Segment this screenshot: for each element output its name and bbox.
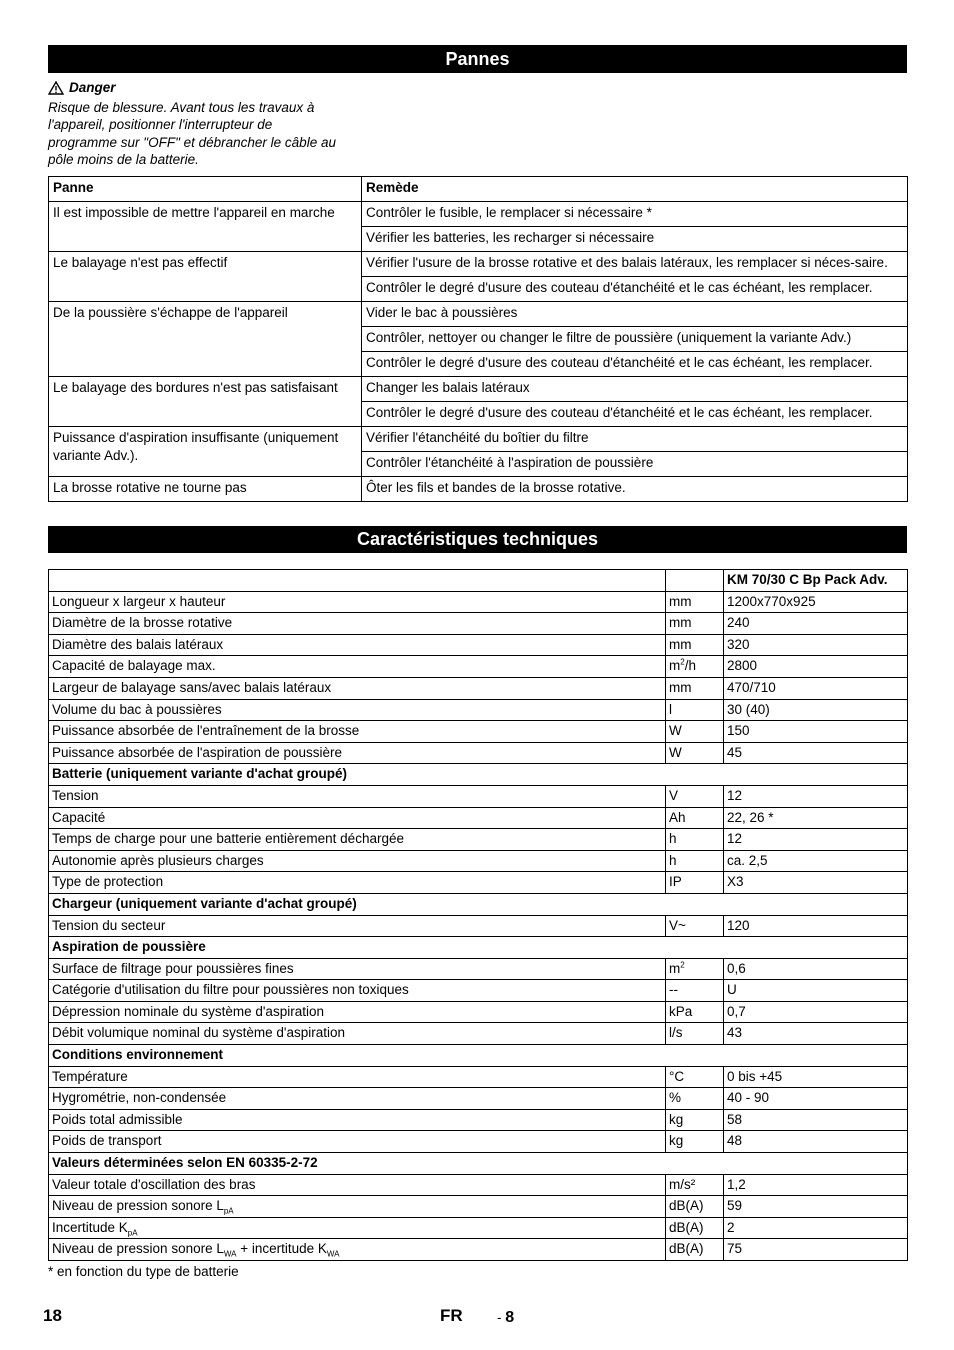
- spec-label: Température: [49, 1066, 666, 1088]
- spec-label: Tension: [49, 785, 666, 807]
- table-row: [49, 807, 908, 829]
- section-heading: Batterie (uniquement variante d'achat groupé): [49, 764, 908, 786]
- spec-label: Poids de transport: [49, 1131, 666, 1153]
- table-row: [49, 1066, 908, 1088]
- table-row: [49, 829, 908, 851]
- table-row: [49, 699, 908, 721]
- section-row: [49, 764, 908, 786]
- remedy-cell: Vérifier les batteries, les recharger si nécessaire: [362, 227, 908, 252]
- spec-label: Type de protection: [49, 872, 666, 894]
- table-row: [49, 980, 908, 1002]
- spec-label: Diamètre de la brosse rotative: [49, 613, 666, 635]
- table-row: [49, 427, 908, 452]
- warning-triangle-icon: [48, 81, 64, 95]
- header-blank: [49, 570, 666, 592]
- spec-unit: $m^2/h$: [666, 656, 724, 678]
- table-row: [49, 958, 908, 980]
- table-row: [49, 634, 908, 656]
- table-row: [49, 721, 908, 743]
- spec-value: 0,7: [724, 1001, 908, 1023]
- spec-unit: m/s²: [666, 1174, 724, 1196]
- spec-unit: mm: [666, 613, 724, 635]
- spec-value: 48: [724, 1131, 908, 1153]
- remedy-cell: Ôter les fils et bandes de la brosse rotative.: [362, 477, 908, 502]
- spec-value: 75: [724, 1239, 908, 1261]
- section-heading: Valeurs déterminées selon EN 60335-2-72: [49, 1153, 908, 1175]
- remedy-cell: Changer les balais latéraux: [362, 377, 908, 402]
- spec-label: Niveau de pression sonore $L_{pA}$: [49, 1196, 666, 1218]
- spec-unit: %: [666, 1088, 724, 1110]
- table-row: [49, 742, 908, 764]
- spec-unit: l: [666, 699, 724, 721]
- table-row: [49, 1239, 908, 1261]
- section-title-pannes: Pannes: [48, 45, 907, 73]
- section-row: [49, 1045, 908, 1067]
- spec-unit: mm: [666, 634, 724, 656]
- remedy-cell: Contrôler l'étanchéité à l'aspiration de poussière: [362, 452, 908, 477]
- spec-unit: kPa: [666, 1001, 724, 1023]
- fault-cell: Le balayage des bordures n'est pas satisfaisant: [49, 377, 362, 427]
- spec-value: U: [724, 980, 908, 1002]
- spec-value: ca. 2,5: [724, 850, 908, 872]
- remedy-cell: Vider le bac à poussières: [362, 302, 908, 327]
- fault-cell: De la poussière s'échappe de l'appareil: [49, 302, 362, 377]
- spec-label: Tension du secteur: [49, 915, 666, 937]
- spec-unit: l/s: [666, 1023, 724, 1045]
- spec-value: 2: [724, 1217, 908, 1239]
- spec-unit: dB(A): [666, 1217, 724, 1239]
- spec-unit: dB(A): [666, 1196, 724, 1218]
- spec-unit: $m^2$: [666, 958, 724, 980]
- spec-value: 1,2: [724, 1174, 908, 1196]
- table-row: [49, 785, 908, 807]
- remedy-cell: Contrôler, nettoyer ou changer le filtre de poussière (uniquement la variante Adv.): [362, 327, 908, 352]
- section-heading: Chargeur (uniquement variante d'achat groupé): [49, 893, 908, 915]
- remedy-cell: Contrôler le degré d'usure des couteau d'étanchéité et le cas échéant, les remplacer.: [362, 402, 908, 427]
- remedy-cell: Contrôler le degré d'usure des couteau d'étanchéité et le cas échéant, les remplacer.: [362, 277, 908, 302]
- table-row: [49, 872, 908, 894]
- remedy-cell: Vérifier l'usure de la brosse rotative et des balais latéraux, les remplacer si néces-saire.: [362, 252, 908, 277]
- spec-label: Hygrométrie, non-condensée: [49, 1088, 666, 1110]
- danger-notice: [48, 79, 338, 169]
- fault-cell: Puissance d'aspiration insuffisante (uniquement variante Adv.).: [49, 427, 362, 477]
- spec-label: Autonomie après plusieurs charges: [49, 850, 666, 872]
- spec-unit: mm: [666, 677, 724, 699]
- spec-value: 58: [724, 1109, 908, 1131]
- spec-unit: Ah: [666, 807, 724, 829]
- table-row: [49, 613, 908, 635]
- spec-value: 22, 26 *: [724, 807, 908, 829]
- spec-value: 59: [724, 1196, 908, 1218]
- spec-label: Diamètre des balais latéraux: [49, 634, 666, 656]
- spec-value: 320: [724, 634, 908, 656]
- language-code: FR: [440, 1306, 463, 1325]
- spec-value: 240: [724, 613, 908, 635]
- table-row: [49, 477, 908, 502]
- spec-label: Incertitude $K_{pA}$: [49, 1217, 666, 1239]
- table-row: [49, 1088, 908, 1110]
- spec-label: Surface de filtrage pour poussières fines: [49, 958, 666, 980]
- spec-value: 470/710: [724, 677, 908, 699]
- spec-label: Valeur totale d'oscillation des bras: [49, 1174, 666, 1196]
- sub-page: - 8: [497, 1309, 515, 1326]
- spec-unit: kg: [666, 1131, 724, 1153]
- spec-value: 30 (40): [724, 699, 908, 721]
- header-panne: Panne: [49, 177, 362, 202]
- section-row: [49, 893, 908, 915]
- table-row: [49, 202, 908, 227]
- spec-unit: dB(A): [666, 1239, 724, 1261]
- table-row: [49, 915, 908, 937]
- spec-unit: W: [666, 742, 724, 764]
- spec-value: 120: [724, 915, 908, 937]
- danger-text: Risque de blessure. Avant tous les travaux à l'appareil, positionner l'interrupteur de programme sur "OFF" et débrancher le câble au pôle moins de la batterie.: [48, 99, 336, 168]
- faults-table: [48, 176, 908, 502]
- spec-label: Débit volumique nominal du système d'aspiration: [49, 1023, 666, 1045]
- table-row: [49, 677, 908, 699]
- section-row: [49, 1153, 908, 1175]
- spec-value: 12: [724, 829, 908, 851]
- footnote: * en fonction du type de batterie: [48, 1264, 239, 1279]
- spec-label: Temps de charge pour une batterie entièrement déchargée: [49, 829, 666, 851]
- spec-value: 45: [724, 742, 908, 764]
- spec-value: 1200x770x925: [724, 591, 908, 613]
- spec-value: 12: [724, 785, 908, 807]
- spec-unit: V~: [666, 915, 724, 937]
- table-row: [49, 1109, 908, 1131]
- spec-value: 40 - 90: [724, 1088, 908, 1110]
- table-row: [49, 656, 908, 678]
- spec-unit: °C: [666, 1066, 724, 1088]
- section-row: [49, 937, 908, 959]
- spec-value: 2800: [724, 656, 908, 678]
- table-row: [49, 302, 908, 327]
- page-number: 18: [43, 1306, 62, 1325]
- table-row: [49, 377, 908, 402]
- specs-table: [48, 569, 908, 1261]
- spec-label: Niveau de pression sonore $L_{WA}$ + incertitude $K_{WA}$: [49, 1239, 666, 1261]
- remedy-cell: Contrôler le degré d'usure des couteau d'étanchéité et le cas échéant, les remplacer.: [362, 352, 908, 377]
- section-title-specs: Caractéristiques techniques: [48, 526, 907, 553]
- spec-label: Puissance absorbée de l'entraînement de la brosse: [49, 721, 666, 743]
- table-row: [49, 1023, 908, 1045]
- spec-value: 0,6: [724, 958, 908, 980]
- table-row: [49, 1174, 908, 1196]
- table-row: [49, 1217, 908, 1239]
- header-remede: Remède: [362, 177, 908, 202]
- spec-label: Poids total admissible: [49, 1109, 666, 1131]
- table-row: [49, 1131, 908, 1153]
- spec-label: Largeur de balayage sans/avec balais latéraux: [49, 677, 666, 699]
- spec-label: Capacité: [49, 807, 666, 829]
- fault-cell: La brosse rotative ne tourne pas: [49, 477, 362, 502]
- table-row: [49, 1196, 908, 1218]
- section-heading: Aspiration de poussière: [49, 937, 908, 959]
- table-row: [49, 252, 908, 277]
- spec-label: Volume du bac à poussières: [49, 699, 666, 721]
- remedy-cell: Vérifier l'étanchéité du boîtier du filtre: [362, 427, 908, 452]
- table-row: [49, 1001, 908, 1023]
- spec-unit: W: [666, 721, 724, 743]
- spec-unit: --: [666, 980, 724, 1002]
- table-row: [49, 591, 908, 613]
- danger-label: Danger: [69, 80, 116, 95]
- spec-unit: mm: [666, 591, 724, 613]
- table-row: [49, 850, 908, 872]
- spec-label: Longueur x largeur x hauteur: [49, 591, 666, 613]
- spec-label: Dépression nominale du système d'aspiration: [49, 1001, 666, 1023]
- section-heading: Conditions environnement: [49, 1045, 908, 1067]
- spec-value: X3: [724, 872, 908, 894]
- spec-label: Capacité de balayage max.: [49, 656, 666, 678]
- spec-unit: kg: [666, 1109, 724, 1131]
- fault-cell: Le balayage n'est pas effectif: [49, 252, 362, 302]
- header-unit: [666, 570, 724, 592]
- spec-label: Puissance absorbée de l'aspiration de poussière: [49, 742, 666, 764]
- spec-value: 150: [724, 721, 908, 743]
- spec-label: Catégorie d'utilisation du filtre pour poussières non toxiques: [49, 980, 666, 1002]
- spec-value: 43: [724, 1023, 908, 1045]
- spec-value: 0 bis +45: [724, 1066, 908, 1088]
- remedy-cell: Contrôler le fusible, le remplacer si nécessaire *: [362, 202, 908, 227]
- fault-cell: Il est impossible de mettre l'appareil en marche: [49, 202, 362, 252]
- spec-unit: IP: [666, 872, 724, 894]
- spec-unit: h: [666, 850, 724, 872]
- model-header: KM 70/30 C Bp Pack Adv.: [724, 570, 908, 592]
- spec-unit: h: [666, 829, 724, 851]
- spec-unit: V: [666, 785, 724, 807]
